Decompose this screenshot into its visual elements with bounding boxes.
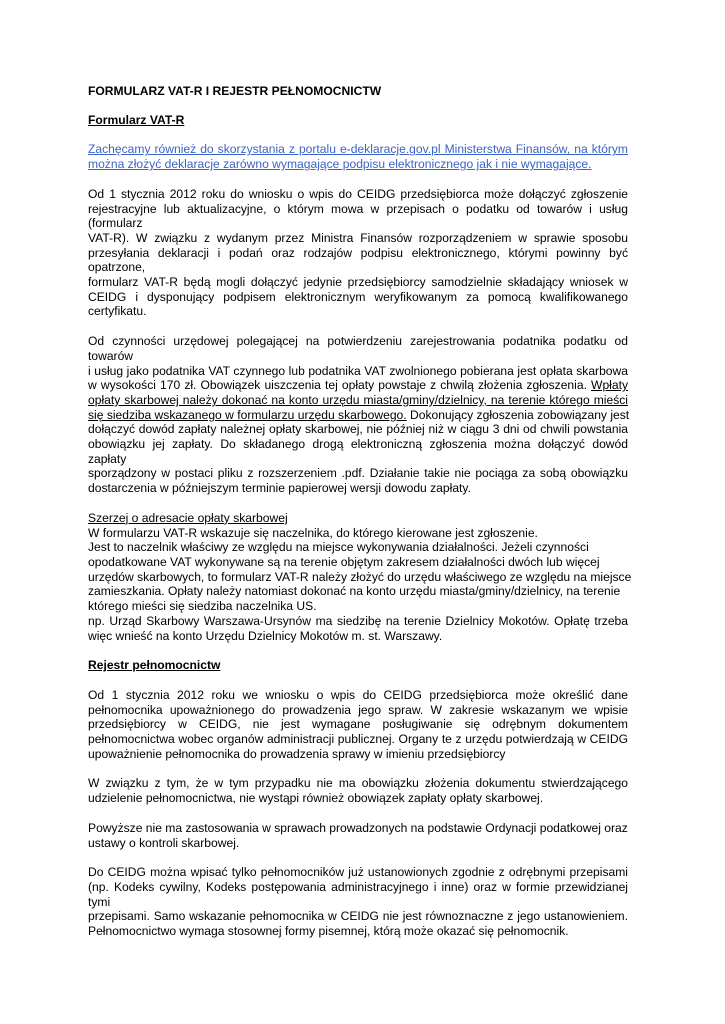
text-line: Powyższe nie ma zastosowania w sprawach prowadzonych na podstawie Ordynacji podatkowej oraz xyxy=(88,820,628,835)
underlined-segment: się siedziba wskazanego w formularzu urzędu skarbowego. xyxy=(88,407,407,422)
text-line: dostarczenia w późniejszym terminie papierowej wersji dowodu zapłaty. xyxy=(88,481,471,496)
text-line: W formularzu VAT-R wskazuje się naczelnika, do którego kierowane jest zgłoszenie. xyxy=(88,525,538,540)
document-page xyxy=(88,84,632,939)
text-line: udzielenie pełnomocnictwa, nie wystąpi również obowiązek zapłaty opłaty skarbowej. xyxy=(88,791,544,806)
text-line: rejestracyjne lub aktualizacyjne, o którym mowa w przepisach o podatku od towarów i usług (formularz xyxy=(88,201,628,231)
text-line: przedsiębiorcy w CEIDG, nie jest wymagane posługiwanie się odrębnym dokumentem xyxy=(88,717,628,732)
e-deklaracje-link[interactable] xyxy=(88,142,628,171)
rejestr-paragraph-1 xyxy=(88,688,628,762)
text-segment: Dokonujący zgłoszenia zobowiązany jest xyxy=(406,407,630,422)
vat-r-paragraph-2 xyxy=(88,334,628,496)
text-line: przepisami. Samo wskazanie pełnomocnika w CEIDG nie jest równoznaczne z jego ustanowieniem. xyxy=(88,909,628,924)
document-title: FORMULARZ VAT-R I REJESTR PEŁNOMOCNICTW xyxy=(88,84,382,98)
text-line: przesyłania deklaracji i podań oraz rodzajów podpisu elektronicznego, którymi powinny być opatrzone, xyxy=(88,245,628,275)
vat-r-paragraph-3 xyxy=(88,510,632,643)
text-line: i usług jako podatnika VAT czynnego lub podatnika VAT zwolnionego pobierana jest opłata skarbowa xyxy=(88,363,628,378)
link-line[interactable]: Zachęcamy również do skorzystania z portalu e-deklaracje.gov.pl Ministerstwa Finansów, na którym xyxy=(88,142,628,157)
text-line: urzędów skarbowych, to formularz VAT-R należy złożyć do urzędu właściwego ze względu na miejsce xyxy=(88,569,632,584)
text-line: opodatkowane VAT wykonywane są na terenie objętym zakresem działalności dwóch lub więcej xyxy=(88,554,600,569)
vat-r-paragraph-1 xyxy=(88,187,628,319)
rejestr-paragraph-4 xyxy=(88,865,628,939)
text-line: pełnomocnika upoważnionego do prowadzenia jego spraw. W zakresie wskazanym we wpisie xyxy=(88,702,628,717)
link-line[interactable]: można złożyć deklaracje zarówno wymagające podpisu elektronicznego jak i nie wymagające. xyxy=(88,157,592,172)
text-line: Jest to naczelnik właściwy ze względu na miejsce wykonywania działalności. Jeżeli czynności xyxy=(88,540,589,555)
text-line: ustawy o kontroli skarbowej. xyxy=(88,835,240,850)
text-line: Od 1 stycznia 2012 roku do wniosku o wpis do CEIDG przedsiębiorca może dołączyć zgłoszenie xyxy=(88,186,628,201)
text-line: pełnomocnictwa wobec organów administracji publicznej. Organy te z urzędu potwierdzają w CEIDG xyxy=(88,732,628,747)
text-line xyxy=(88,378,628,393)
text-line: Pełnomocnictwo wymaga stosownej formy pisemnej, którą może okazać się pełnomocnik. xyxy=(88,924,569,939)
rejestr-paragraph-3 xyxy=(88,821,628,850)
text-line: dołączyć dowód zapłaty należnej opłaty skarbowej, nie później niż w ciągu 3 dni od chwili powstania xyxy=(88,422,628,437)
text-line: (np. Kodeks cywilny, Kodeks postępowania administracyjnego i inne) oraz w formie przewidzianej tymi xyxy=(88,879,628,909)
text-line: którego mieści się siedziba naczelnika US. xyxy=(88,599,317,614)
text-line: Do CEIDG można wpisać tylko pełnomocników już ustanowionych zgodnie z odrębnymi przepisami xyxy=(88,865,628,880)
section-heading-vat-r: Formularz VAT-R xyxy=(88,112,185,127)
text-line: np. Urząd Skarbowy Warszawa-Ursynów ma siedzibę na terenie Dzielnicy Mokotów. Opłatę trzeba xyxy=(88,613,628,628)
text-line: upoważnienie pełnomocnika do prowadzenia sprawy w imieniu przedsiębiorcy xyxy=(88,746,506,761)
underlined-line: opłaty skarbowej należy dokonać na konto urzędu miasta/gminy/dzielnicy, na terenie którego mieści xyxy=(88,392,628,407)
text-line: certyfikatu. xyxy=(88,304,147,319)
rejestr-paragraph-2 xyxy=(88,776,628,805)
text-line: zamieszkania. Opłaty należy natomiast dokonać na konto urzędu miasta/gminy/dzielnicy, na terenie xyxy=(88,584,621,599)
text-line: CEIDG i dysponujący podpisem elektronicznym weryfikowanym za pomocą kwalifikowanego xyxy=(88,289,628,304)
text-line: Od czynności urzędowej polegającej na potwierdzeniu zarejestrowania podatnika podatku od towarów xyxy=(88,334,628,363)
section-heading-rejestr: Rejestr pełnomocnictw xyxy=(88,658,221,673)
text-line: VAT-R). W związku z wydanym przez Ministra Finansów rozporządzeniem w sprawie sposobu xyxy=(88,230,628,245)
text-line: W związku z tym, że w tym przypadku nie ma obowiązku złożenia dokumentu stwierdzającego xyxy=(88,776,628,791)
text-line: Od 1 stycznia 2012 roku we wniosku o wpis do CEIDG przedsiębiorca może określić dane xyxy=(88,687,628,702)
text-line: sporządzony w postaci pliku z rozszerzeniem .pdf. Działanie takie nie pociąga za sobą obowiązku xyxy=(88,466,628,481)
text-line: formularz VAT-R będą mogli dołączyć jedynie przedsiębiorcy samodzielnie składający wniosek w xyxy=(88,275,628,290)
subsection-heading: Szerzej o adresacie opłaty skarbowej xyxy=(88,510,288,525)
text-line: obowiązku jej zapłaty. Do składanego drogą elektroniczną zgłoszenia można dołączyć dowód zapłaty xyxy=(88,437,628,466)
text-line xyxy=(88,408,628,423)
text-line: więc wnieść na konto Urzędu Dzielnicy Mokotów m. st. Warszawy. xyxy=(88,628,443,643)
text-segment: w wysokości 170 zł. Obowiązek uiszczenia tej opłaty powstaje z chwilą złożenia zgłoszenia. xyxy=(88,378,592,393)
underlined-segment: Wpłaty xyxy=(591,378,628,393)
